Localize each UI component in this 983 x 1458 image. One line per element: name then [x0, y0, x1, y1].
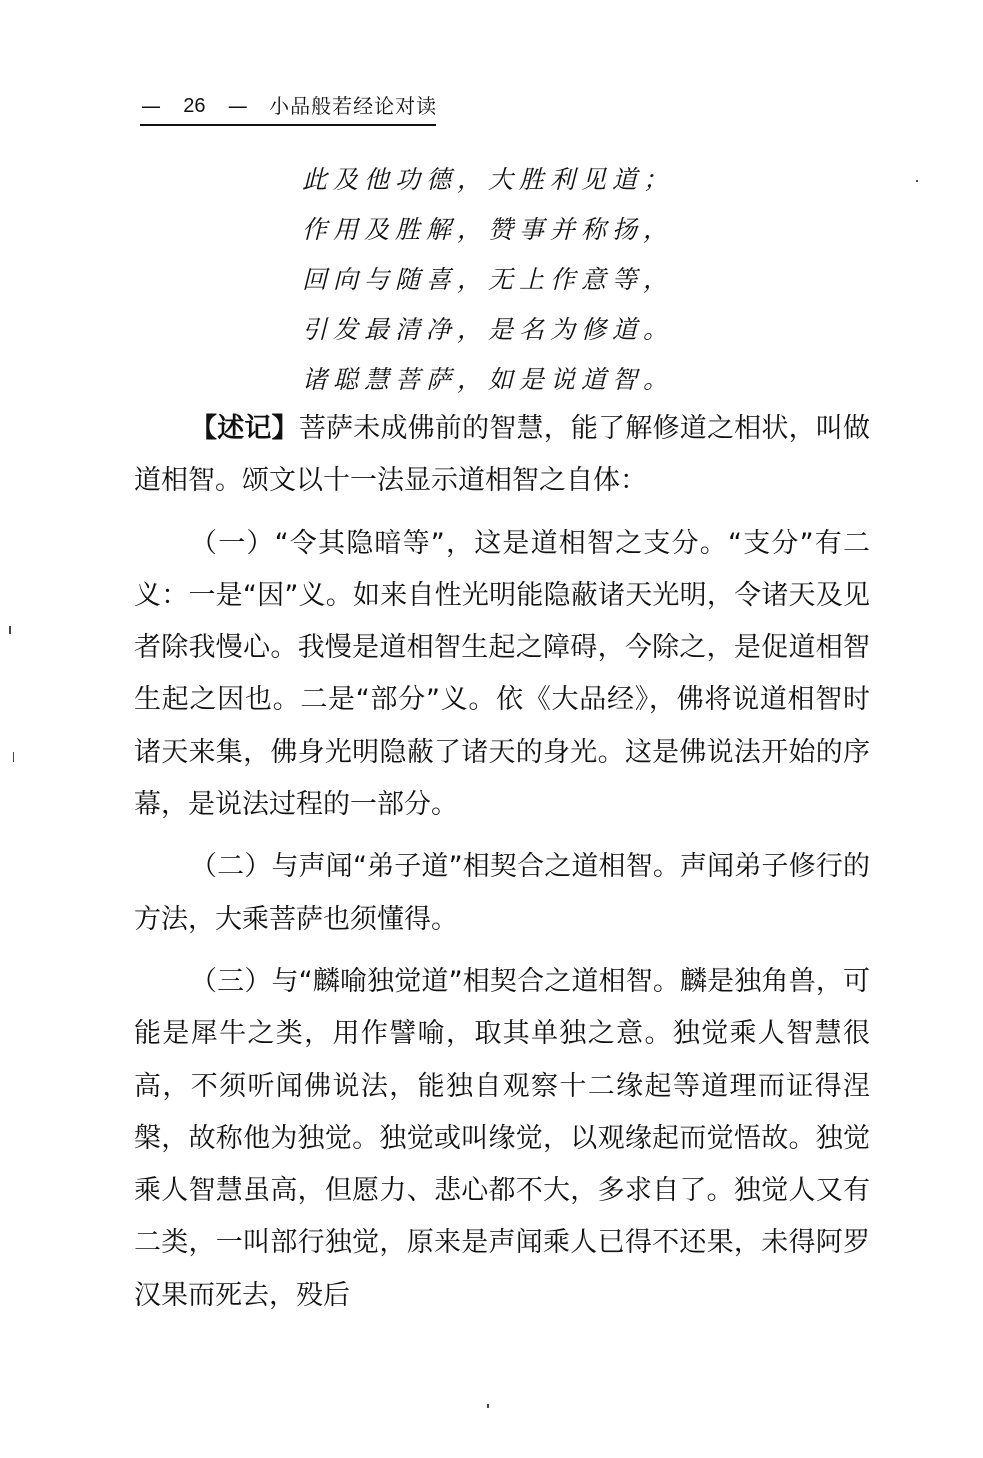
running-header: [140, 92, 440, 124]
commentary-body: [134, 403, 870, 1322]
page-number: 26: [183, 95, 206, 117]
paragraph-item-1: （一）“令其隐暗等”，这是道相智之支分。“支分”有二义：一是“因”义。如来自性光明能隐蔽诸天光明，令诸天及见者除我慢心。我慢是道相智生起之障碍，今除之，是促道相智生起之因也。二是“部分”义。依《大品经》，佛将说道相智时诸天来集，佛身光明隐蔽了诸天的身光。这是佛说法开始的序幕，是说法过程的一部分。: [134, 527, 870, 821]
scan-speck: [916, 180, 918, 182]
scan-speck: [9, 626, 11, 634]
scan-speck: [487, 1404, 489, 1408]
verse-line: 此及他功德，大胜利见道；: [302, 165, 675, 194]
verse-block: [302, 155, 682, 405]
book-title: 小品般若经论对读: [269, 94, 438, 118]
paragraph-item-2: （二）与声闻“弟子道”相契合之道相智。声闻弟子修行的方法，大乘菩萨也须懂得。: [134, 851, 870, 935]
verse-line: 引发最清净，是名为修道。: [302, 315, 675, 344]
header-dash-left: —: [141, 94, 161, 118]
header-dash-right: —: [227, 94, 248, 118]
commentary-tag: 【述记】: [190, 413, 299, 444]
verse-line: 回向与随喜，无上作意等，: [302, 265, 675, 294]
paragraph-intro: [134, 403, 870, 508]
verse-line: 诸聪慧菩萨，如是说道智。: [302, 365, 675, 394]
header-rule: [140, 124, 436, 126]
paragraph-text: 菩萨未成佛前的智慧，能了解修道之相状，叫做道相智。颂文以十一法显示道相智之自体：: [134, 413, 871, 497]
paragraph-item-3: （三）与“麟喻独觉道”相契合之道相智。麟是独角兽，可能是犀牛之类，用作譬喻，取其单独之意。独觉乘人智慧很高，不须听闻佛说法，能独自观察十二缘起等道理而证得涅槃，故称他为独觉。独觉或叫缘觉，以观缘起而觉悟故。独觉乘人智慧虽高，但愿力、悲心都不大，多求自了。独觉人又有二类，一叫部行独觉，原来是声闻乘人已得不还果，未得阿罗汉果而死去，殁后: [134, 965, 870, 1311]
verse-line: 作用及胜解，赞事并称扬，: [302, 215, 675, 244]
scan-speck: [13, 752, 14, 762]
